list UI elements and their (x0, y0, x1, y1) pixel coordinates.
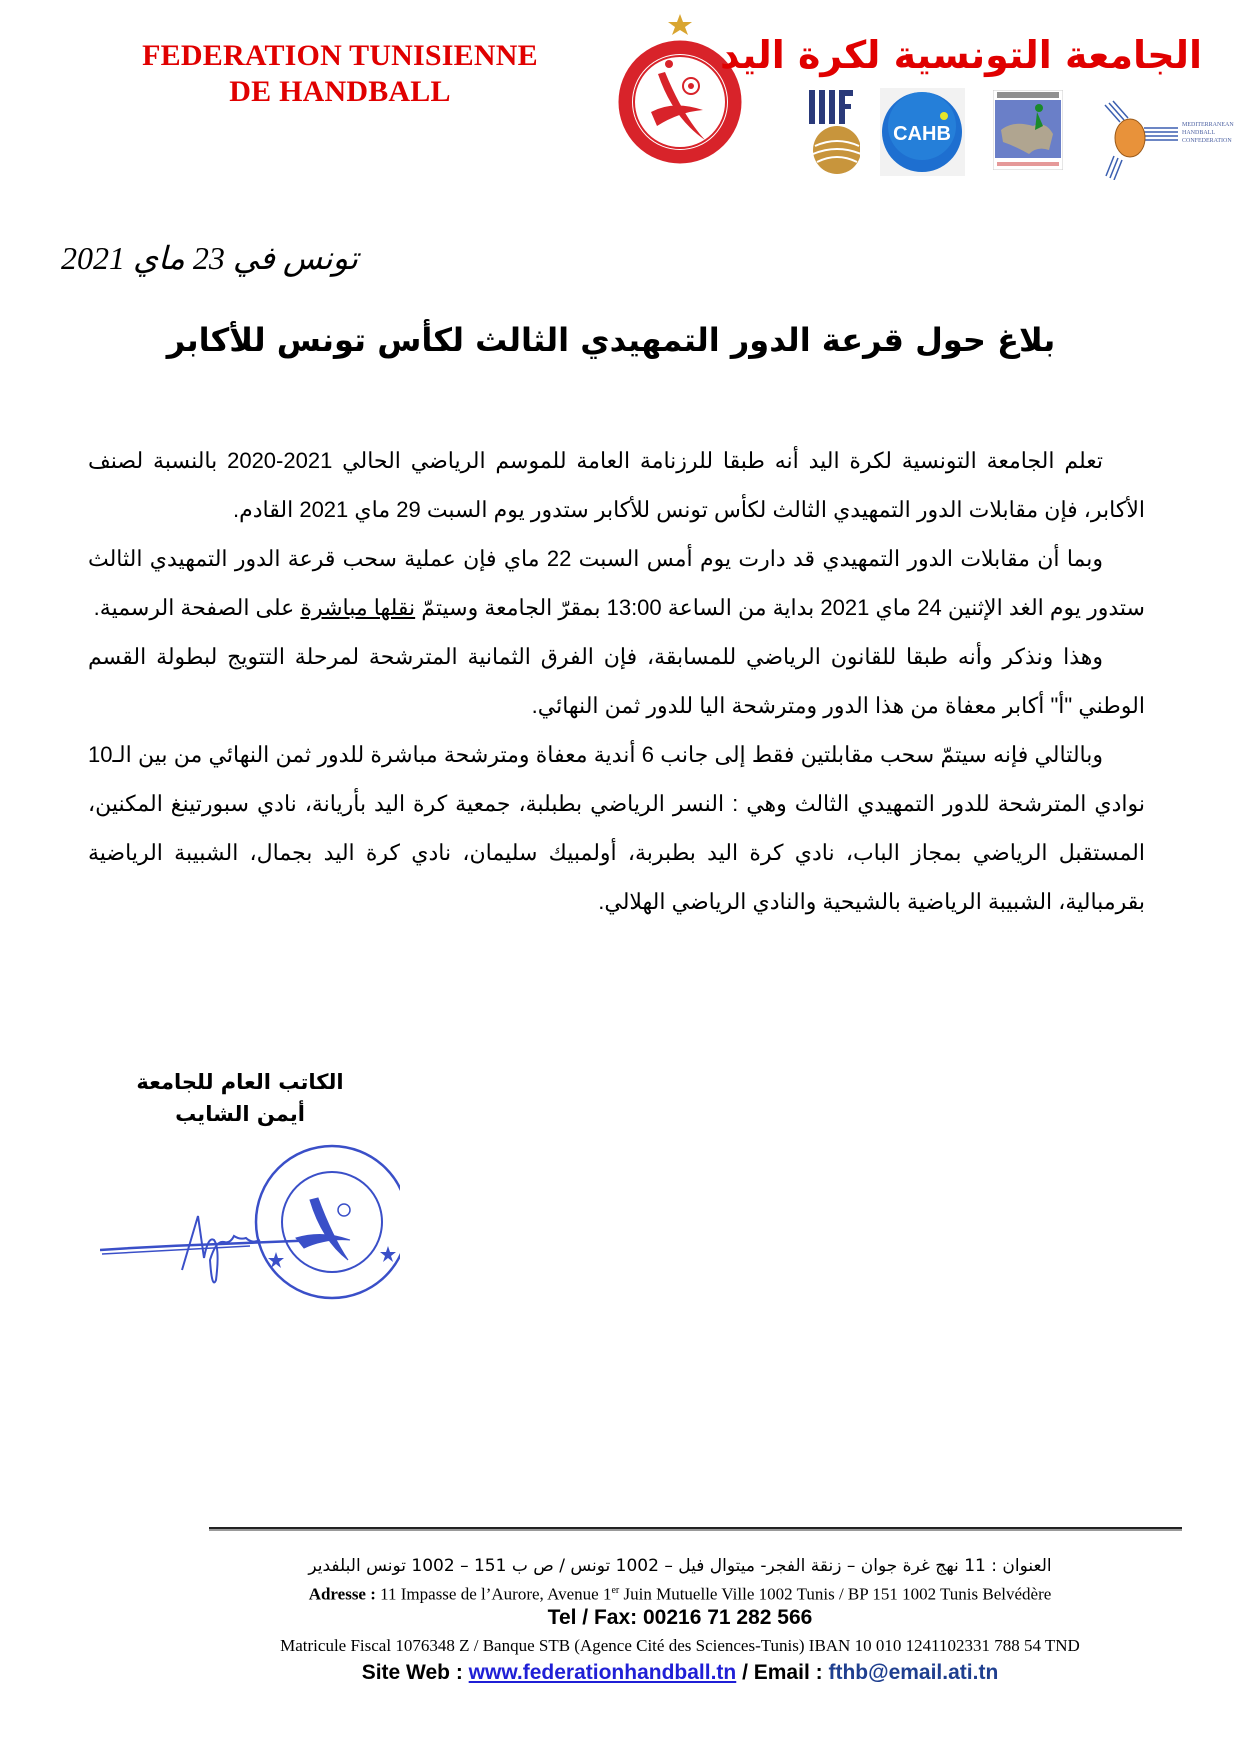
federation-name-fr-line1: FEDERATION TUNISIENNE (142, 39, 538, 72)
footer-address-fr (180, 1580, 1180, 1606)
address-label: Adresse : (308, 1584, 376, 1604)
arab-handball-federation-logo (993, 90, 1063, 170)
federation-name-fr-line2: DE HANDBALL (229, 75, 451, 108)
address-superscript: er (611, 1585, 620, 1596)
paragraph-1: تعلم الجامعة التونسية لكرة اليد أنه طبقا للرزنامة العامة للموسم الرياضي الحالي 2021-2020 بالنسبة لصنف الأكابر، فإن مقابلات الدور التمهيدي الثالث لكأس تونس للأكابر ستدور يوم السبت 29 ماي 2021 القادم. (88, 448, 1145, 522)
paragraph-2-text-before: وبما أن مقابلات الدور التمهيدي قد دارت يوم أمس السبت 22 ماي فإن عملية سحب قرعة الدور التمهيدي الثالث ستدور يوم الغد الإثنين 24 ماي 2021 بداية من الساعة 13:00 بمقرّ الجامعة وسيتمّ (88, 546, 1145, 620)
footer-web-email (180, 1659, 1180, 1687)
email-label: / Email : (736, 1661, 829, 1684)
signature-block (130, 1066, 350, 1130)
underlined-live-broadcast-phrase: نقلها مباشرة (300, 595, 416, 620)
footer-fiscal-bank-info: Matricule Fiscal 1076348 Z / Banque STB (Agence Cité des Sciences-Tunis) IBAN 10 010 1241102331 788 54 TND (280, 1636, 1080, 1655)
footer-address-ar: العنوان : 11 نهج غرة جوان – زنقة الفجر- ميتوال فيل – 1002 تونس / ص ب 151 – 1002 تونس البلفدير (308, 1556, 1052, 1576)
address-text-part1: 11 Impasse de l’Aurore, Avenue 1 (375, 1584, 612, 1604)
svg-text:CONFEDERATION: CONFEDERATION (1182, 138, 1232, 144)
signatory-name: أيمن الشايب (175, 1102, 305, 1126)
web-label: Site Web : (361, 1661, 469, 1684)
footer-divider (209, 1527, 1182, 1529)
paragraph-4: وبالتالي فإنه سيتمّ سحب مقابلتين فقط إلى جانب 6 أندية معفاة ومترشحة مباشرة للدور ثمن النهائي من بين الـ10 نوادي المترشحة للدور التمهيدي الثالث وهي : النسر الرياضي بطبلبة، جمعية كرة اليد بأريانة، نادي سبورتينغ المكنين، المستقبل الرياضي بمجاز الباب، نادي كرة اليد بطبربة، أولمبيك سليمان، نادي كرة اليد بجمال، الشبيبة الرياضية بقرمبالية، الشبيبة الرياضية بالشيحية والنادي الرياضي الهلالي. (88, 742, 1145, 914)
paragraph-3: وهذا ونذكر وأنه طبقا للقانون الرياضي للمسابقة، فإن الفرق الثمانية المترشحة لمرحلة التتويج لبطولة القسم الوطني "أ" أكابر معفاة من هذا الدور ومترشحة اليا للدور ثمن النهائي. (88, 644, 1145, 718)
footer-tel-fax: Tel / Fax: 00216 71 282 566 (547, 1606, 813, 1629)
federation-name-fr (120, 38, 560, 110)
svg-text:MEDITERRANEAN: MEDITERRANEAN (1182, 122, 1234, 128)
ihf-logo (805, 88, 860, 178)
paragraph-2 (88, 534, 1145, 632)
official-stamp-and-signature (100, 1140, 400, 1330)
document-title-text: بلاغ حول قرعة الدور التمهيدي الثالث لكأس تونس للأكابر (166, 321, 1056, 359)
website-link[interactable]: www.federationhandball.tn (468, 1661, 737, 1684)
federation-name-ar: الجامعة التونسية لكرة اليد (720, 33, 1202, 77)
email-address[interactable]: fthb@email.ati.tn (828, 1661, 999, 1684)
svg-text:CAHB: CAHB (893, 123, 951, 145)
document-date: تونس في 23 ماي 2021 (60, 240, 358, 276)
document-body (88, 436, 1145, 926)
svg-text:HANDBALL: HANDBALL (1182, 130, 1215, 136)
paragraph-2-text-after: على الصفحة الرسمية. (93, 595, 301, 620)
mediterranean-handball-confederation-logo (1100, 100, 1240, 180)
address-text-part2: Juin Mutuelle Ville 1002 Tunis / BP 151 1002 Tunis Belvédère (619, 1584, 1052, 1604)
cahb-logo (880, 88, 965, 176)
signatory-role: الكاتب العام للجامعة (136, 1070, 344, 1094)
document-title (0, 318, 1242, 362)
